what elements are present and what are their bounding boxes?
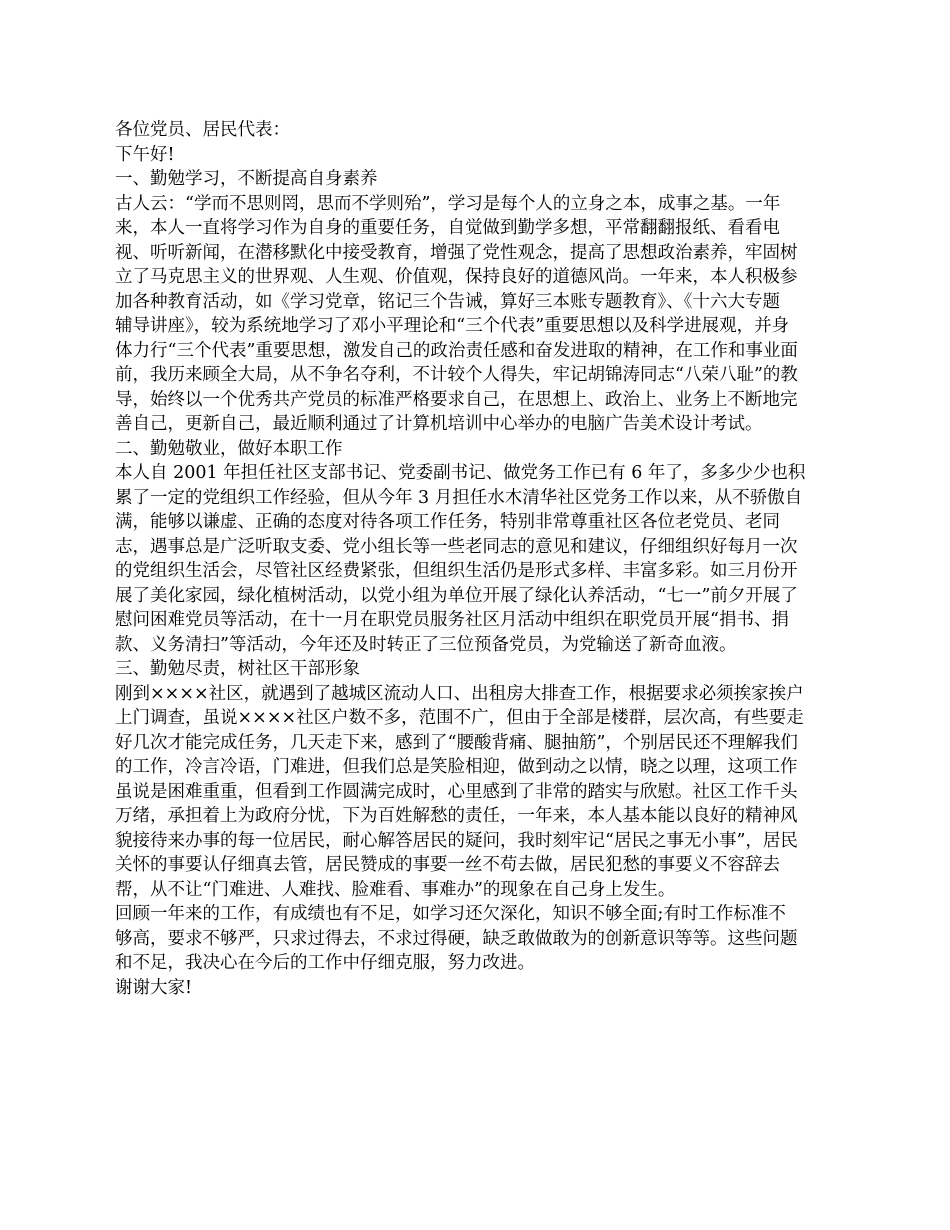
- text-line: 善自己，更新自己，最近顺利通过了计算机培训中心举办的电脑广告美术设计考试。: [115, 414, 763, 434]
- text-line: 满，能够以谦虚、正确的态度对待各项工作任务，特别非常尊重社区各位老党员、老同: [115, 512, 780, 532]
- text-line: 帮，从不让“门难进、人难找、脸难看、事难办”的现象在自己身上发生。: [115, 879, 676, 900]
- text-line: 累了一定的党组织工作经验，但从今年 3 月担任水木清华社区党务工作以来，从不骄傲自: [115, 487, 803, 508]
- text-line: 款、义务清扫”等活动，今年还及时转正了三位预备党员，为党输送了新奇血液。: [115, 634, 737, 655]
- greeting: 下午好!: [115, 144, 175, 165]
- text-line: 本人自 2001 年担任社区支部书记、党委副书记、做党务工作已有 6 年了，多多少少也积: [115, 463, 806, 483]
- salutation: 各位党员、居民代表：: [115, 120, 290, 140]
- section-1-heading: 一、勤勉学习，不断提高自身素养: [115, 169, 378, 189]
- text-line: 慰问困难党员等活动，在十一月在职党员服务社区月活动中组织在职党员开展“捐书、捐: [115, 610, 789, 630]
- text-line: 上门调查，虽说××××社区户数不多，范围不广，但由于全部是楼群，层次高，有些要走: [115, 708, 804, 728]
- text-line: 展了美化家园，绿化植树活动，以党小组为单位开展了绿化认养活动，“七一”前夕开展了: [115, 585, 798, 606]
- text-line: 加各种教育活动，如《学习党章，铭记三个告诫，算好三本账专题教育》、《十六大专题: [115, 291, 780, 312]
- document-page: [115, 118, 837, 1000]
- review-paragraph: [115, 902, 837, 976]
- text-line: 立了马克思主义的世界观、人生观、价值观，保持良好的道德风尚。一年来，本人积极参: [115, 267, 798, 287]
- text-line: 古人云：“学而不思则罔，思而不学则殆”，学习是每个人的立身之本，成事之基。一年: [115, 193, 781, 214]
- text-line: 的党组织生活会，尽管社区经费紧张，但组织生活仍是形式多样、丰富多彩。如三月份开: [115, 561, 798, 581]
- text-line: 好几次才能完成任务，几天走下来，感到了“腰酸背痛、腿抽筋”，个别居民还不理解我们: [115, 732, 798, 753]
- text-line: 刚到××××社区，就遇到了越城区流动人口、出租房大排查工作，根据要求必须挨家挨户: [115, 683, 804, 704]
- text-line: 前，我历来顾全大局，从不争名夺利，不计较个人得失，牢记胡锦涛同志“八荣八耻”的教: [115, 365, 798, 385]
- section-3-heading: 三、勤勉尽责，树社区干部形象: [115, 659, 360, 679]
- text-line: 关怀的事要认仔细真去管，居民赞成的事要一丝不苟去做，居民犯愁的事要义不容辞去: [115, 855, 780, 875]
- text-line: 和不足，我决心在今后的工作中仔细克服，努力改进。: [115, 953, 535, 973]
- text-line: 貌接待来办事的每一位居民，耐心解答居民的疑问，我时刻牢记“居民之事无小事”，居民: [115, 830, 798, 851]
- text-line: 来，本人一直将学习作为自身的重要任务，自觉做到勤学多想，平常翻翻报纸、看看电: [115, 218, 780, 238]
- section-2-heading: 二、勤勉敬业，做好本职工作: [115, 438, 343, 459]
- section-2-paragraph: [115, 461, 837, 657]
- section-3-paragraph: [115, 682, 837, 903]
- text-line: 万绪，承担着上为政府分忧，下为百姓解愁的责任，一年来，本人基本能以良好的精神风: [115, 806, 798, 826]
- closing-line: 谢谢大家!: [115, 977, 193, 998]
- text-line: 视、听听新闻，在潜移默化中接受教育，增强了党性观念，提高了思想政治素养，牢固树: [115, 242, 798, 263]
- text-line: 体力行“三个代表”重要思想，激发自己的政治责任感和奋发进取的精神，在工作和事业面: [115, 340, 798, 361]
- text-line: 志，遇事总是广泛听取支委、党小组长等一些老同志的意见和建议，仔细组织好每月一次: [115, 536, 798, 557]
- text-line: 虽说是困难重重，但看到工作圆满完成时，心里感到了非常的踏实与欣慰。社区工作千头: [115, 781, 798, 802]
- text-line: 导，始终以一个优秀共产党员的标准严格要求自己，在思想上、政治上、业务上不断地完: [115, 389, 798, 410]
- text-line: 够高，要求不够严，只求过得去，不求过得硬，缺乏敢做敢为的创新意识等等。这些问题: [115, 928, 798, 949]
- text-line: 辅导讲座》，较为系统地学习了邓小平理论和“三个代表”重要思想以及科学进展观，并身: [115, 316, 790, 336]
- text-line: 回顾一年来的工作，有成绩也有不足，如学习还欠深化，知识不够全面;有时工作标准不: [115, 904, 786, 924]
- text-line: 的工作，冷言冷语，门难进，但我们总是笑脸相迎，做到动之以情，晓之以理，这项工作: [115, 757, 798, 777]
- section-1-paragraph: [115, 192, 837, 437]
